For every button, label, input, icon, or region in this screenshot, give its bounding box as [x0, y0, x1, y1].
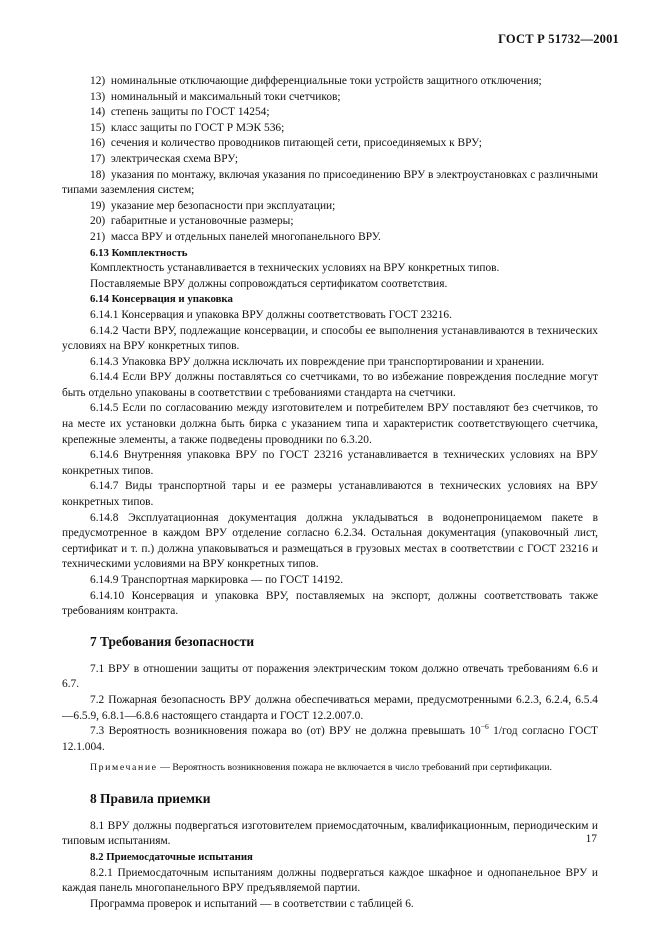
paragraph: Программа проверок и испытаний — в соответствии с таблицей 6.	[90, 897, 414, 910]
list-item: 18) указания по монтажу, включая указания по присоединению ВРУ в электроустановках с различными типами заземления систем;	[62, 168, 598, 197]
paragraph-text: 1/год согласно ГОСТ 12.1.004.	[62, 725, 599, 753]
paragraph: 7.1 ВРУ в отношении защиты от поражения электрическим током должно отвечать требованиям 6.6 и 6.7.	[62, 662, 598, 691]
section-7-heading: 7 Требования безопасности	[90, 633, 255, 649]
section-8-2-heading: 8.2 Приемосдаточные испытания	[90, 851, 253, 864]
paragraph: 7.2 Пожарная безопасность ВРУ должна обеспечиваться мерами, предусмотренными 6.2.3, 6.2.4, 6.5.4—6.5.9, 6.8.1—6.8.6 настоящего стандарта и ГОСТ 12.2.007.0.	[62, 693, 598, 722]
list-item: 12) номинальные отключающие дифференциальные токи устройств защитного отключения;	[90, 75, 542, 87]
note	[62, 761, 598, 775]
paragraph: Комплектность устанавливается в технических условиях на ВРУ конкретных типов.	[90, 262, 500, 275]
list-item: 21) масса ВРУ и отдельных панелей многопанельного ВРУ.	[90, 230, 381, 243]
section-8-heading: 8 Правила приемки	[90, 790, 211, 806]
note-label: Примечание	[90, 762, 158, 774]
paragraph: 6.14.6 Внутренняя упаковка ВРУ по ГОСТ 23216 устанавливается в технических условиях на ВРУ конкретных типов.	[62, 449, 598, 477]
paragraph: Поставляемые ВРУ должны сопровождаться сертификатом соответствия.	[90, 277, 448, 290]
list-item: 13) номинальный и максимальный токи счетчиков;	[90, 90, 341, 103]
exponent: −6	[480, 722, 489, 732]
paragraph-text: 7.3 Вероятность возникновения пожара во (от) ВРУ не должна превышать 10	[90, 725, 481, 738]
paragraph: 8.1 ВРУ должны подвергаться изготовителем приемосдаточным, квалификационным, периодическим и типовым испытаниям.	[62, 819, 598, 848]
standard-header: ГОСТ Р 51732—2001	[498, 32, 619, 46]
document-body	[62, 74, 598, 912]
paragraph: 6.14.1 Консервация и упаковка ВРУ должны соответствовать ГОСТ 23216.	[90, 308, 452, 321]
paragraph: 8.2.1 Приемосдаточным испытаниям должны подвергаться каждое шкафное и однопанельное ВРУ и каждая панель многопанельного ВРУ предъявляемой партии.	[62, 866, 598, 895]
list-item: 15) класс защиты по ГОСТ Р МЭК 536;	[90, 121, 285, 134]
list-item: 20) габаритные и установочные размеры;	[90, 215, 294, 228]
paragraph: 6.14.2 Части ВРУ, подлежащие консервации, и способы ее выполнения устанавливаются в технических условиях на ВРУ конкретных типов.	[62, 324, 598, 353]
section-6-14-heading: 6.14 Консервация и упаковка	[90, 293, 233, 306]
paragraph: 6.14.9 Транспортная маркировка — по ГОСТ 14192.	[90, 574, 344, 586]
paragraph: 6.14.8 Эксплуатационная документация должна укладываться в водонепроницаемом пакете в предусмотренное в каждом ВРУ отделение согласно 6.2.34. Остальная документация (упаковочный лист, сертификат и т. п.) должна упаковываться и размещаться в грузовых местах в соответствии с ГОСТ 23216 и техническими условиями на ВРУ конкретных типов.	[62, 511, 598, 571]
requirements-list	[62, 74, 598, 246]
paragraph: 6.14.10 Консервация и упаковка ВРУ, поставляемых на экспорт, должны соответствовать также требованиям контракта.	[62, 589, 598, 618]
list-item: 19) указание мер безопасности при эксплуатации;	[90, 199, 336, 212]
paragraph: 6.14.5 Если по согласованию между изготовителем и потребителем ВРУ поставляют без счетчиков, то на месте их установки должна быть бирка с указанием типа и характеристик соответствующего счетчика, крепежные элементы, а также подведены проводники по 6.3.20.	[62, 402, 598, 446]
list-item: 14) степень защиты по ГОСТ 14254;	[90, 106, 270, 119]
paragraph	[62, 724, 598, 755]
section-6-13-heading: 6.13 Комплектность	[90, 246, 188, 259]
list-item: 16) сечения и количество проводников питающей сети, присоединяемых к ВРУ;	[90, 137, 482, 150]
paragraph: 6.14.4 Если ВРУ должны поставляться со счетчиками, то во избежание повреждения последние могут быть отдельно упакованы в соответствии с требованиями стандарта на счетчики.	[62, 371, 598, 399]
page-number: 17	[585, 833, 597, 845]
paragraph: 6.14.3 Упаковка ВРУ должна исключать их повреждение при транспортировании и хранении.	[90, 355, 545, 368]
list-item: 17) электрическая схема ВРУ;	[90, 152, 239, 165]
paragraph: 6.14.7 Виды транспортной тары и ее размеры устанавливаются в технических условиях на ВРУ конкретных типов.	[62, 480, 598, 509]
note-text: — Вероятность возникновения пожара не включается в число требований при сертификации.	[157, 762, 552, 774]
